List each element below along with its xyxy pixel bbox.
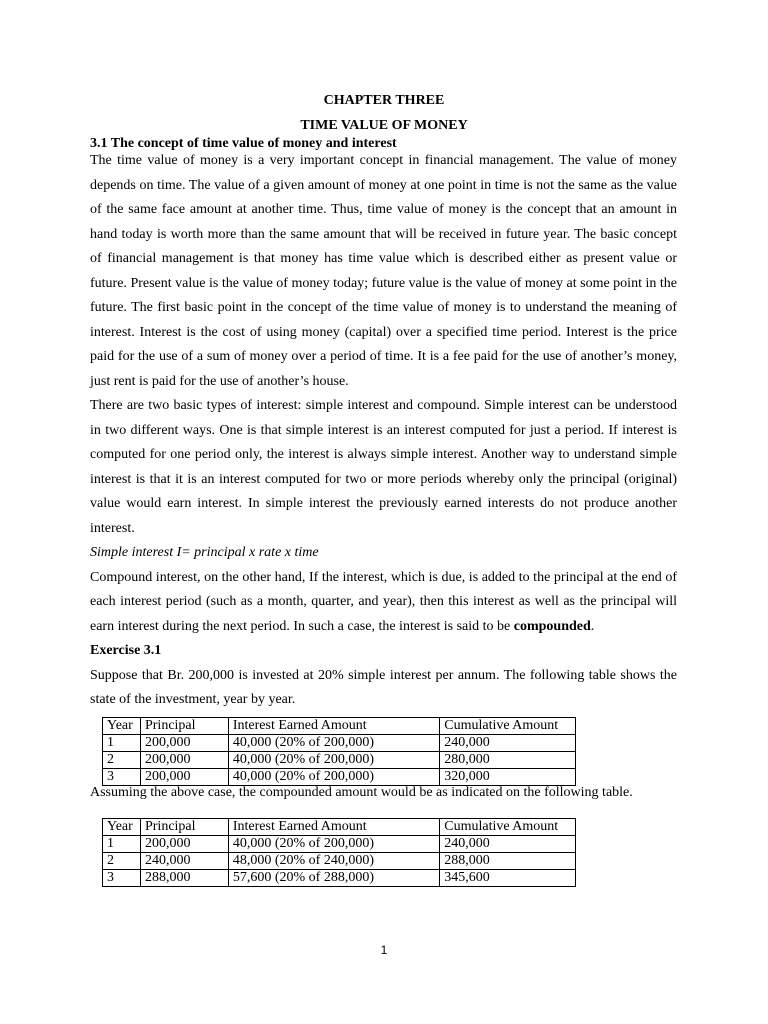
cell-principal: 288,000: [140, 870, 228, 887]
cell-interest: 40,000 (20% of 200,000): [228, 769, 439, 786]
cell-interest: 40,000 (20% of 200,000): [228, 735, 439, 752]
table-header-row: [103, 819, 576, 836]
compound-text: Compound interest, on the other hand, If the interest, which is due, is added to the principal at the end of each interest period (such as a month, quarter, and year), then this interest as well as the principal will earn interest during the next period. In such a case, the interest is said to be: [90, 569, 677, 634]
cell-principal: 200,000: [140, 735, 228, 752]
table-row: [103, 870, 576, 887]
cell-principal: 200,000: [140, 769, 228, 786]
header-interest: Interest Earned Amount: [228, 718, 439, 735]
section-heading: 3.1 The concept of time value of money and interest: [90, 136, 397, 151]
cell-year: 3: [103, 769, 141, 786]
cell-cumulative: 320,000: [440, 769, 576, 786]
simple-interest-formula: Simple interest I= principal x rate x time: [90, 545, 319, 560]
header-cumulative: Cumulative Amount: [440, 718, 576, 735]
header-interest: Interest Earned Amount: [228, 819, 439, 836]
cell-principal: 200,000: [140, 836, 228, 853]
simple-interest-table: [102, 717, 576, 786]
header-year: Year: [103, 718, 141, 735]
exercise-intro: Suppose that Br. 200,000 is invested at 20% simple interest per annum. The following table shows the state of the investment, year by year.: [90, 667, 677, 707]
cell-cumulative: 240,000: [440, 735, 576, 752]
cell-principal: 240,000: [140, 853, 228, 870]
header-principal: Principal: [140, 819, 228, 836]
paragraph-time-value: The time value of money is a very important concept in financial management. The value of money depends on time. The value of a given amount of money at one point in time is not the same as the value of the same face amount at another time. Thus, time value of money is the concept that an amount in hand today is worth more than the same amount that will be received in future year. The basic concept of financial management is that money has time value which is described either as present value or future. Present value is the value of money today; future value is the value of money at some point in the future. The first basic point in the concept of the time value of money is to understand the meaning of interest. Interest is the cost of using money (capital) over a specified time period. Interest is the price paid for the use of a sum of money over a period of time. It is a fee paid for the use of another’s money, just rent is paid for the use of another’s house.: [90, 153, 677, 389]
compound-interest-table: [102, 818, 576, 887]
header-principal: Principal: [140, 718, 228, 735]
header-year: Year: [103, 819, 141, 836]
paragraph-interest-types: There are two basic types of interest: simple interest and compound. Simple interest can be understood in two different ways. One is that simple interest is an interest computed for just a period. If interest is computed for one period only, the interest is always simple interest. Another way to understand simple interest is that it is an interest computed for two or more periods whereby only the principal (original) value would earn interest. In simple interest the previously earned interests do not produce another interest.: [90, 398, 677, 536]
chapter-label: CHAPTER THREE: [323, 93, 445, 108]
body-text: [90, 149, 677, 713]
table-header-row: [103, 718, 576, 735]
cell-interest: 48,000 (20% of 240,000): [228, 853, 439, 870]
cell-year: 3: [103, 870, 141, 887]
compounded-term: compounded: [513, 618, 591, 634]
cell-cumulative: 280,000: [440, 752, 576, 769]
cell-year: 2: [103, 853, 141, 870]
exercise-title: Exercise 3.1: [90, 643, 162, 658]
cell-year: 1: [103, 735, 141, 752]
header-cumulative: Cumulative Amount: [440, 819, 576, 836]
table-row: [103, 735, 576, 752]
cell-cumulative: 288,000: [440, 853, 576, 870]
compound-table-intro: Assuming the above case, the compounded amount would be as indicated on the following table.: [90, 785, 633, 800]
cell-cumulative: 240,000: [440, 836, 576, 853]
cell-cumulative: 345,600: [440, 870, 576, 887]
cell-year: 2: [103, 752, 141, 769]
cell-principal: 200,000: [140, 752, 228, 769]
paragraph-compound-interest: [90, 566, 677, 640]
cell-interest: 40,000 (20% of 200,000): [228, 752, 439, 769]
compound-period: .: [590, 618, 595, 634]
table-row: [103, 752, 576, 769]
table-row: [103, 769, 576, 786]
chapter-title: TIME VALUE OF MONEY: [300, 118, 468, 133]
cell-interest: 57,600 (20% of 288,000): [228, 870, 439, 887]
table-row: [103, 836, 576, 853]
cell-year: 1: [103, 836, 141, 853]
cell-interest: 40,000 (20% of 200,000): [228, 836, 439, 853]
table-row: [103, 853, 576, 870]
page-number: 1: [380, 943, 388, 957]
